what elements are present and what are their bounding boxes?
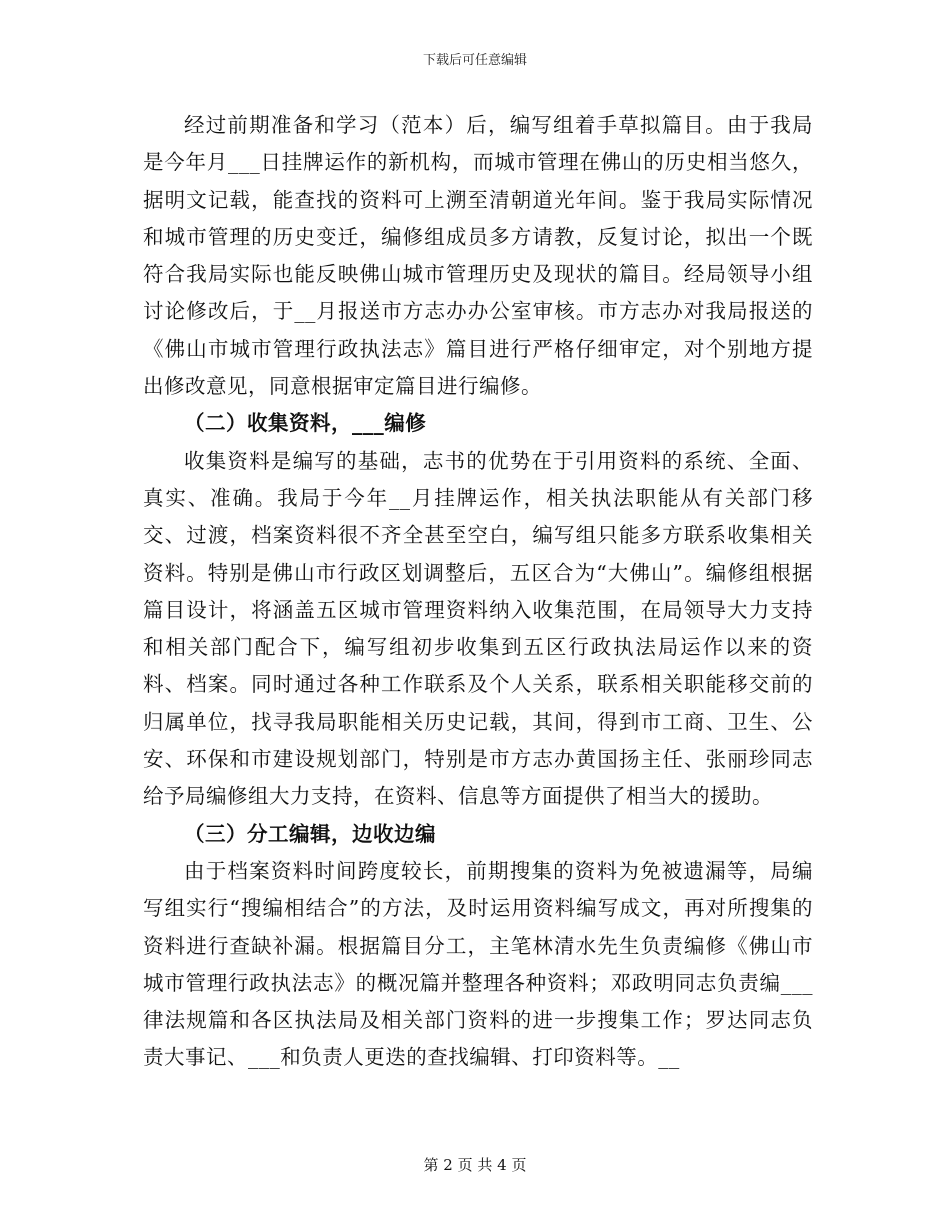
paragraph-drafting-outline: 经过前期准备和学习（范本）后，编写组着手草拟篇目。由于我局是今年月___日挂牌运作的新机构，而城市管理在佛山的历史相当悠久，据明文记载，能查找的资料可上溯至清朝道光年间。鉴于我局实际情况和城市管理的历史变迁，编修组成员多方请教，反复讨论，拟出一个既符合我局实际也能反映佛山城市管理历史及现状的篇目。经局领导小组讨论修改后，于__月报送市方志办办公室审核。市方志办对我局报送的《佛山市城市管理行政执法志》篇目进行严格仔细审定，对个别地方提出修改意见，同意根据审定篇目进行编修。 bbox=[143, 113, 813, 399]
document-body bbox=[143, 107, 813, 1077]
section-heading-collect-materials: （二）收集资料，___编修 bbox=[184, 411, 427, 436]
page-number: 第 2 页 共 4 页 bbox=[423, 1156, 527, 1174]
section-heading-division-of-labor: （三）分工编辑，边收边编 bbox=[184, 821, 436, 846]
paragraph-collect-materials: 收集资料是编写的基础，志书的优势在于引用资料的系统、全面、真实、准确。我局于今年__月挂牌运作，相关执法职能从有关部门移交、过渡，档案资料很不齐全甚至空白，编写组只能多方联系收集相关资料。特别是佛山市行政区划调整后，五区合为“大佛山”。编修组根据篇目设计，将涵盖五区城市管理资料纳入收集范围，在局领导大力支持和相关部门配合下，编写组初步收集到五区行政执法局运作以来的资料、档案。同时通过各种工作联系及个人关系，联系相关职能移交前的归属单位，找寻我局职能相关历史记载，其间，得到市工商、卫生、公安、环保和市建设规划部门，特别是市方志办黄国扬主任、张丽珍同志给予局编修组大力支持，在资料、信息等方面提供了相当大的援助。 bbox=[143, 448, 813, 809]
page-header: 下载后可任意编辑 bbox=[422, 53, 527, 68]
paragraph-division-of-labor: 由于档案资料时间跨度较长，前期搜集的资料为免被遗漏等，局编写组实行“搜编相结合”的方法，及时运用资料编写成文，再对所搜集的资料进行查缺补漏。根据篇目分工，主笔林清水先生负责编修《佛山市城市管理行政执法志》的概况篇并整理各种资料；邓政明同志负责编___律法规篇和各区执法局及相关部门资料的进一步搜集工作；罗达同志负责大事记、___和负责人更迭的查找编辑、打印资料等。__ bbox=[143, 858, 813, 1070]
